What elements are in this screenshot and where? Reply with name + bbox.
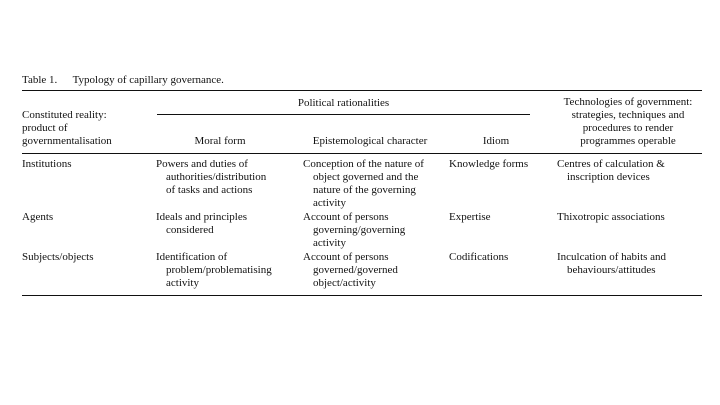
- table-row-institutions-reality: Institutions: [22, 158, 72, 170]
- table-row-agents-reality: Agents: [22, 211, 54, 223]
- table-top-rule: [22, 90, 702, 91]
- table-row-institutions-tech: [557, 158, 665, 184]
- table-row-subjects-idiom: Codifications: [449, 251, 509, 263]
- table-caption-title: Typology of capillary governance.: [72, 74, 224, 86]
- cell-line: Conception of the nature of: [303, 158, 424, 170]
- cell-line: activity: [166, 277, 199, 289]
- table-bottom-rule: [22, 295, 702, 296]
- table-row-subjects-epistemic: [303, 251, 398, 290]
- table-row-institutions-idiom: Knowledge forms: [449, 158, 529, 170]
- table-row-subjects-reality: Subjects/objects: [22, 251, 94, 263]
- cell-line: object governed and the: [313, 171, 419, 183]
- header-political-rationalities: Political rationalities: [297, 97, 390, 109]
- header-text-line: Constituted reality:: [22, 109, 107, 121]
- cell-line: Account of persons: [303, 251, 389, 263]
- header-technologies: [553, 96, 703, 148]
- cell-line: behaviours/attitudes: [567, 264, 656, 276]
- cell-line: Account of persons: [303, 211, 389, 223]
- cell-line: of tasks and actions: [166, 184, 253, 196]
- table-caption-label: Table 1.: [22, 74, 58, 86]
- cell-line: Thixotropic associations: [557, 211, 665, 223]
- cell-line: Inculcation of habits and: [557, 251, 667, 263]
- cell-line: problem/problematising: [166, 264, 272, 276]
- header-text-line: product of: [22, 122, 68, 134]
- table-row-subjects-tech: [557, 251, 666, 277]
- cell-line: activity: [313, 237, 346, 249]
- cell-line: inscription devices: [567, 171, 650, 183]
- header-text-line: strategies, techniques and: [571, 109, 685, 121]
- cell-line: Centres of calculation &: [557, 158, 665, 170]
- header-text-line: procedures to render: [582, 122, 674, 134]
- table-caption: [22, 74, 224, 87]
- cell-line: considered: [166, 224, 214, 236]
- header-text-line: Technologies of government:: [563, 96, 693, 108]
- header-text-line: programmes operable: [580, 135, 676, 147]
- cell-line: object/activity: [313, 277, 376, 289]
- header-moral-form: Moral form: [194, 135, 246, 147]
- table-row-agents-moral: [156, 211, 247, 237]
- table-header-rule: [22, 153, 702, 154]
- cell-line: governing/governing: [313, 224, 406, 236]
- cell-line: Powers and duties of: [156, 158, 248, 170]
- table-row-agents-epistemic: [303, 211, 405, 250]
- table-row-agents-idiom: Expertise: [449, 211, 491, 223]
- table-row-agents-tech: [557, 211, 665, 224]
- header-idiom: Idiom: [482, 135, 510, 147]
- cell-line: governed/governed: [313, 264, 398, 276]
- cell-line: Identification of: [156, 251, 228, 263]
- table-row-institutions-moral: [156, 158, 266, 197]
- table-row-institutions-epistemic: [303, 158, 424, 210]
- cell-line: nature of the governing: [313, 184, 416, 196]
- cell-line: authorities/distribution: [166, 171, 267, 183]
- header-group-rule: [157, 114, 530, 115]
- cell-line: activity: [313, 197, 346, 209]
- header-text-line: governmentalisation: [22, 135, 112, 147]
- header-epistemological-character: Epistemological character: [312, 135, 428, 147]
- cell-line: Ideals and principles: [156, 211, 248, 223]
- table-row-subjects-moral: [156, 251, 272, 290]
- header-constituted-reality: [22, 109, 112, 148]
